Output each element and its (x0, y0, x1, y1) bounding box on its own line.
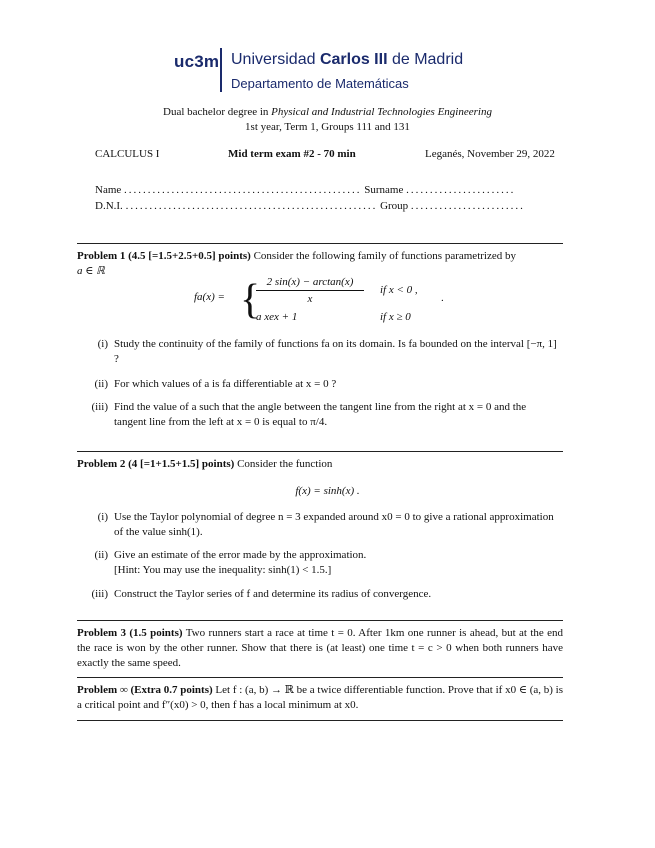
surname-label: Surname (364, 184, 404, 196)
case2-condition: if x ≥ 0 (380, 311, 411, 323)
rule-p1-top (77, 243, 563, 244)
department-name: Departamento de Matemáticas (231, 76, 409, 91)
dni-group-line: D.N.I. ..................................................... Group ........................ (95, 200, 525, 212)
rule-p3-top (77, 620, 563, 621)
exam-title: Mid term exam #2 - 70 min (228, 148, 356, 160)
problem2-item-3: (iii) Construct the Taylor series of f and determine its radius of convergence. (91, 588, 432, 600)
university-name: Universidad Carlos III de Madrid (231, 51, 464, 68)
left-brace: { (240, 277, 261, 323)
group-label: Group (380, 200, 409, 212)
problem1-item-3: (iii) Find the value of a such that the angle between the tangent line from the right at x = 0 and the tangent line from the left at x = 0 is equal to π/4. (91, 401, 527, 428)
dni-label: D.N.I. (95, 200, 123, 212)
name-surname-line: Name .................................................. Surname ....................... (95, 184, 516, 196)
case1-expression: 2 sin(x) − arctan(x) x (256, 276, 364, 305)
case1-condition: if x < 0 , (380, 284, 418, 296)
problem1-item-1: (i) Study the continuity of the family of functions fa on its domain. Is fa bounded on the interval [−π, 1] ? (97, 338, 557, 365)
case2-expression: a xex + 1 (256, 311, 298, 323)
problem3-statement: Problem 3 (1.5 points) Two runners start a race at time t = 0. After 1km one runner is ahead, but at the end the race is won by the other runner. Show that there is (at least) one time t = c > 0 when both runners have exactly the same speed. (77, 627, 564, 669)
problem2-statement: Problem 2 (4 [=1+1.5+1.5] points) Consider the function (77, 458, 333, 470)
problem2-item-2: (ii) Give an estimate of the error made by the approximation. [Hint: You may use the inequality: sinh(1) < 1.5.] (94, 549, 367, 576)
logo-divider (220, 48, 222, 92)
problem2-item-1: (i) Use the Taylor polynomial of degree n = 3 expanded around x0 = 0 to give a rational approximation of the value sinh(1). (97, 511, 554, 538)
rule-p2-top (77, 451, 563, 452)
uc3m-logo: uc3m (174, 52, 220, 71)
name-label: Name (95, 184, 122, 196)
place-date: Leganés, November 29, 2022 (425, 148, 555, 160)
problem-extra-statement: Problem ∞ (Extra 0.7 points) Let f : (a, b) → ℝ be a twice differentiable function. Prove that if x0 ∈ (a, b) is a critical point and f″(x0) > 0, then f has a local minimum at x0. (77, 684, 564, 711)
year-line: 1st year, Term 1, Groups 111 and 131 (245, 121, 410, 133)
rule-extra-bottom (77, 720, 563, 721)
degree-line: Dual bachelor degree in Physical and Industrial Technologies Engineering (163, 106, 492, 118)
problem2-formula: f(x) = sinh(x) . (295, 485, 360, 497)
problem1-function-lhs: fa(x) = (194, 291, 225, 303)
hint-text: [Hint: You may use the inequality: sinh(1) < 1.5.] (114, 564, 332, 576)
course-name: CALCULUS I (95, 148, 160, 160)
period-mark: . (441, 292, 444, 304)
problem1-statement: Problem 1 (4.5 [=1.5+2.5+0.5] points) Consider the following family of functions parametrized by a ∈ ℝ (77, 250, 516, 277)
problem1-item-2: (ii) For which values of a is fa differentiable at x = 0 ? (94, 378, 337, 390)
rule-extra-top (77, 677, 563, 678)
